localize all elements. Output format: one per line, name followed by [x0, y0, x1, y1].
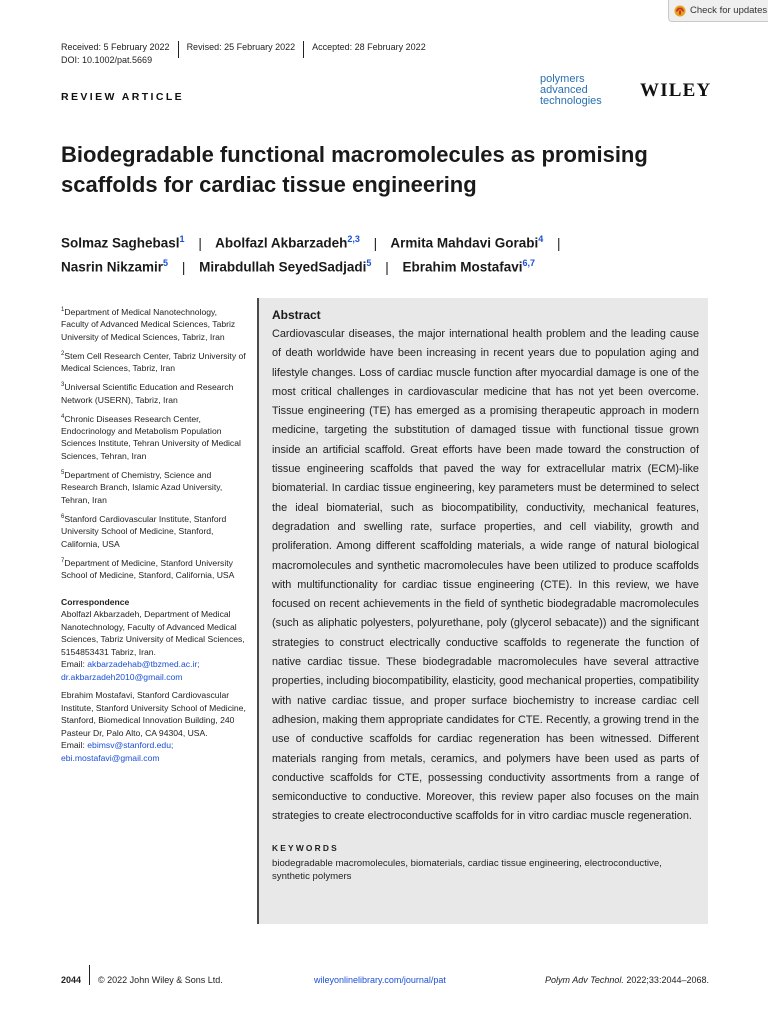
author-affiliation-sup: 4	[538, 234, 544, 244]
check-updates-label: Check for updates	[690, 5, 768, 16]
author-name[interactable]: Abolfazl Akbarzadeh	[215, 235, 348, 251]
volume-pages: 2022;33:2044–2068.	[623, 975, 709, 985]
correspondence-heading: Correspondence	[61, 596, 130, 607]
author-name[interactable]: Mirabdullah SeyedSadjadi	[199, 259, 367, 275]
footer-divider	[89, 965, 90, 985]
affiliation-number: 4	[61, 413, 65, 420]
affiliation	[61, 511, 246, 550]
affiliation	[61, 304, 246, 343]
abstract-heading: Abstract	[272, 308, 321, 322]
author-affiliation-sup: 5	[366, 258, 372, 268]
correspondence-block	[61, 689, 246, 764]
affiliation	[61, 555, 246, 582]
affiliation	[61, 379, 246, 406]
journal-logo	[538, 72, 630, 108]
svg-text:technologies: technologies	[540, 95, 602, 107]
affiliations-column	[61, 304, 246, 770]
affiliation-text: Department of Chemistry, Science and Research Branch, Islamic Azad University, Tehran, Iran	[61, 469, 223, 505]
copyright: © 2022 John Wiley & Sons Ltd.	[98, 975, 223, 985]
affiliation-number: 5	[61, 469, 65, 476]
author-separator: |	[557, 235, 561, 251]
email-label: Email:	[61, 659, 88, 670]
affiliation-number: 7	[61, 557, 65, 564]
abstract-panel	[257, 298, 708, 924]
check-updates-icon	[674, 5, 686, 17]
affiliation-text: Department of Medicine, Stanford University School of Medicine, Stanford, California, USA	[61, 557, 235, 581]
page-footer	[61, 970, 709, 990]
author-name[interactable]: Armita Mahdavi Gorabi	[390, 235, 539, 251]
keywords-text: biodegradable macromolecules, biomaterials, cardiac tissue engineering, electroconductive, synthetic polymers	[272, 857, 662, 883]
correspondence-block	[61, 608, 246, 683]
abstract-text: Cardiovascular diseases, the major international health problem and the leading cause of death worldwide have been increasing in recent years due to population aging and lifestyle changes. Loss of cardiac muscle function after myocardial damage is one of the most critical challenges in cardiovascular medicine that has not yet been overcome. Tissue engineering (TE) has emerged as a promising therapeutic approach in modern medicine, targeting the substitution of damaged tissue with functional tissue grown inside an artificial scaffold. Great efforts have been made toward the construction of tissue engineering scaffolds that paved the way for extracellular matrix (ECM)-like biomaterial. In cardiac tissue engineering, key parameters must be determined to select the ideal biomaterial, such as biocompatibility, conductivity, mechanical features, degradation and swelling rate, surface properties, and cell viability, growth and proliferation. Among different scaffolding materials, a wide range of natural biological macromolecules and synthetic macromolecules have been utilized to produce scaffolds with multifunctionality for cardiac tissue engineering (CTE). In this review, we have focused on recent achievements in the field of synthetic biodegradable macromolecules (such as aliphatic polyesters, polyurethane, poly (glycerol sebacate)) and the significant strategies to construct electrically conductive scaffolds to regenerate the function of native cardiac tissue. These biodegradable macromolecules have several attractive properties, including biocompatibility, elasticity, good mechanical properties, compatibility with native cardiac tissue, and proper surface biochemistry to increase cardiac cell adhesion, making them appropriate candidates for CTE. Recently, a growing trend in the use of conductive scaffolds for cardiac regeneration has been witnessed. Different materials ranging from metals, ceramics, and polymers have been used as parts of conductive scaffolds for CTE, possessing conductivity assortments from a range of semiconductive to conductive. Moreover, this review paper also focuses on the main strategies to create electroconductive scaffolds for in vitro cardiac muscle regeneration.	[272, 328, 699, 823]
page-number: 2044	[61, 975, 82, 985]
email-label: Email:	[61, 740, 88, 751]
affiliation-number: 1	[61, 307, 65, 313]
email-link[interactable]: akbarzadehab@tbzmed.ac.ir; dr.akbarzadeh2010@gmail.com	[61, 659, 200, 682]
affiliation-text: Universal Scientific Education and Research Network (USERN), Tabriz, Iran	[61, 382, 234, 405]
check-for-updates-button[interactable]	[668, 0, 768, 22]
author-affiliation-sup: 5	[163, 258, 169, 268]
doi: DOI: 10.1002/pat.5669	[61, 55, 153, 65]
author-separator: |	[385, 259, 389, 275]
journal-url-link[interactable]: wileyonlinelibrary.com/journal/pat	[314, 975, 446, 985]
revised-date: Revised: 25 February 2022	[186, 41, 296, 52]
author-line-2	[61, 251, 711, 280]
citation	[545, 975, 709, 985]
affiliation-text: Department of Medical Nanotechnology, Faculty of Advanced Medical Sciences, Tabriz University of Medical Sciences, Tabriz, Iran	[61, 306, 236, 342]
author-affiliation-sup: 1	[179, 234, 185, 244]
history-dates	[61, 38, 426, 55]
date-divider	[303, 41, 304, 58]
author-name[interactable]: Ebrahim Mostafavi	[402, 259, 523, 275]
svg-text:advanced: advanced	[540, 84, 588, 96]
affiliation	[61, 348, 246, 375]
keywords-heading: KEYWORDS	[272, 842, 339, 853]
affiliation	[61, 467, 246, 506]
affiliation	[61, 411, 246, 463]
date-divider	[178, 41, 179, 58]
article-type: REVIEW ARTICLE	[61, 91, 185, 103]
svg-text:polymers: polymers	[540, 73, 585, 85]
affiliation-number: 3	[61, 382, 65, 389]
correspondence-address: Abolfazl Akbarzadeh, Department of Medical Nanotechnology, Faculty of Advanced Medical Sciences, Tabriz University of Medical Sciences, 5154853431 Tabriz, Iran.	[61, 609, 245, 657]
affiliation-number: 6	[61, 513, 65, 520]
publisher-logo: WILEY	[640, 80, 712, 101]
affiliation-number: 2	[61, 350, 65, 357]
affiliation-text: Stanford Cardiovascular Institute, Stanford University School of Medicine, Stanford, California, USA	[61, 513, 227, 549]
received-date: Received: 5 February 2022	[61, 41, 170, 52]
correspondence-address: Ebrahim Mostafavi, Stanford Cardiovascular Institute, Stanford University School of Medicine, Stanford, Biomedical Innovation Building, 240 Pasteur Dr, Palo Alto, CA 94304, USA.	[61, 690, 246, 738]
author-name[interactable]: Nasrin Nikzamir	[61, 259, 164, 275]
affiliation-text: Stem Cell Research Center, Tabriz University of Medical Sciences, Tabriz, Iran	[61, 350, 246, 374]
affiliation-text: Chronic Diseases Research Center, Endocrinology and Metabolism Population Sciences Institute, Tehran University of Medical Sciences, Tehran, Iran	[61, 413, 241, 461]
accepted-date: Accepted: 28 February 2022	[312, 41, 426, 52]
author-affiliation-sup: 2,3	[347, 234, 360, 244]
email-link[interactable]: ebimsv@stanford.edu; ebi.mostafavi@gmail.com	[61, 740, 174, 763]
author-separator: |	[198, 235, 202, 251]
journal-abbrev: Polym Adv Technol.	[545, 975, 624, 985]
author-separator: |	[181, 259, 186, 275]
author-separator: |	[373, 235, 378, 251]
article-title: Biodegradable functional macromolecules as promising scaffolds for cardiac tissue engineering	[61, 142, 648, 197]
author-name[interactable]: Solmaz Saghebasl	[61, 235, 180, 251]
author-affiliation-sup: 6,7	[522, 258, 536, 268]
